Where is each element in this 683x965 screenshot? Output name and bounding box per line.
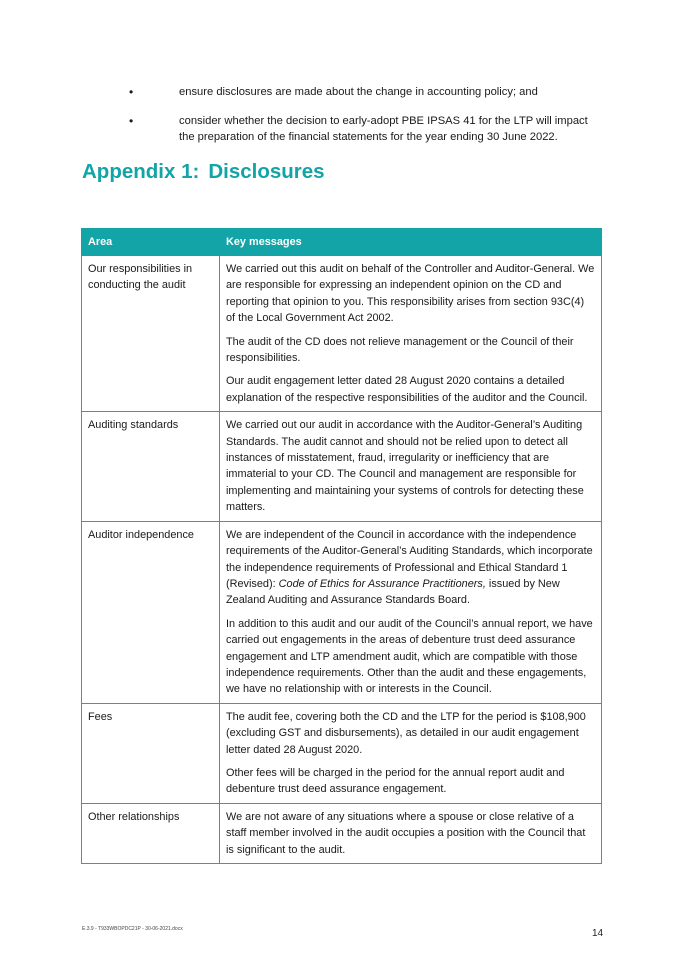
messages-cell <box>220 803 602 863</box>
message-paragraph: We carried out our audit in accordance with the Auditor-General’s Auditing Standards. The audit cannot and should not be relied upon to detect all instances of misstatement, fraud, irregularity or inefficiency that are immaterial to your CD. The Council and management are responsible for implementing and maintaining your systems of controls for detecting these matters. <box>226 419 584 514</box>
table-row <box>82 803 602 863</box>
message-paragraph: We carried out this audit on behalf of the Controller and Auditor-General. We are responsible for expressing an independent opinion on the CD and reporting that opinion to you. This responsibility arises from section 93C(4) of the Local Government Act 2002. <box>226 263 595 325</box>
column-header-area: Area <box>82 229 220 256</box>
page-number: 14 <box>592 928 604 939</box>
area-cell: Fees <box>82 703 220 803</box>
message-paragraph <box>226 527 595 609</box>
bullet-item <box>0 84 683 100</box>
table-row <box>82 521 602 703</box>
column-header-key-messages: Key messages <box>220 229 602 256</box>
table-row <box>82 412 602 521</box>
messages-cell <box>220 412 602 521</box>
appendix-number: Appendix 1: <box>82 160 200 183</box>
message-paragraph: Our audit engagement letter dated 28 August 2020 contains a detailed explanation of the respective responsibilities of the auditor and the Council. <box>226 375 588 404</box>
appendix-heading <box>82 160 325 184</box>
table-row <box>82 703 602 803</box>
message-paragraph: In addition to this audit and our audit of the Council’s annual report, we have carried out engagements in the areas of debenture trust deed assurance engagement and LTP amendment audit, which are compatible with those independence requirements. Other than the audit and these engagements, we have no relationship with or interests in the Council. <box>226 617 593 696</box>
disclosures-table <box>81 228 602 864</box>
message-text: issued by New Zealand Auditing and Assurance Standards Board. <box>226 577 560 607</box>
message-paragraph: Other fees will be charged in the period for the annual report audit and debenture trust deed assurance engagement. <box>226 766 565 796</box>
area-cell: Other relationships <box>82 803 220 863</box>
messages-cell <box>220 703 602 803</box>
bullet-text: consider whether the decision to early-adopt PBE IPSAS 41 for the LTP will impact the preparation of the financial statements for the year ending 30 June 2022. <box>179 115 588 143</box>
message-paragraph: The audit of the CD does not relieve management or the Council of their responsibilities. <box>226 335 574 365</box>
area-cell: Auditing standards <box>82 412 220 521</box>
message-paragraph: The audit fee, covering both the CD and the LTP for the period is $108,900 (excluding GST and disbursements), as detailed in our audit engagement letter dated 28 August 2020. <box>226 710 586 756</box>
bullet-list <box>0 84 683 158</box>
table-row <box>82 256 602 412</box>
messages-cell <box>220 256 602 412</box>
code-of-ethics-title: Code of Ethics for Assurance Practitioners, <box>278 577 486 590</box>
appendix-title: Disclosures <box>208 160 325 183</box>
table-header-row <box>82 229 602 256</box>
bullet-text: ensure disclosures are made about the change in accounting policy; and <box>179 86 538 98</box>
messages-cell <box>220 521 602 703</box>
message-text: We are independent of the Council in accordance with the independence requirements of the Auditor-General’s Auditing Standards, which incorporate the independence requirements of Professional and Ethical Standard 1 (Revised): <box>226 528 593 590</box>
area-cell: Our responsibilities in conducting the audit <box>82 256 220 412</box>
area-cell: Auditor independence <box>82 521 220 703</box>
bullet-icon: • <box>129 114 134 128</box>
footer-doc-reference: E.3.9 - T933WBOPDC21P - 30-06-2021.docx <box>82 926 183 932</box>
message-paragraph: We are not aware of any situations where a spouse or close relative of a staff member involved in the audit occupies a position with the Council that is significant to the audit. <box>226 810 586 856</box>
bullet-icon: • <box>129 85 134 99</box>
bullet-item <box>0 113 683 145</box>
